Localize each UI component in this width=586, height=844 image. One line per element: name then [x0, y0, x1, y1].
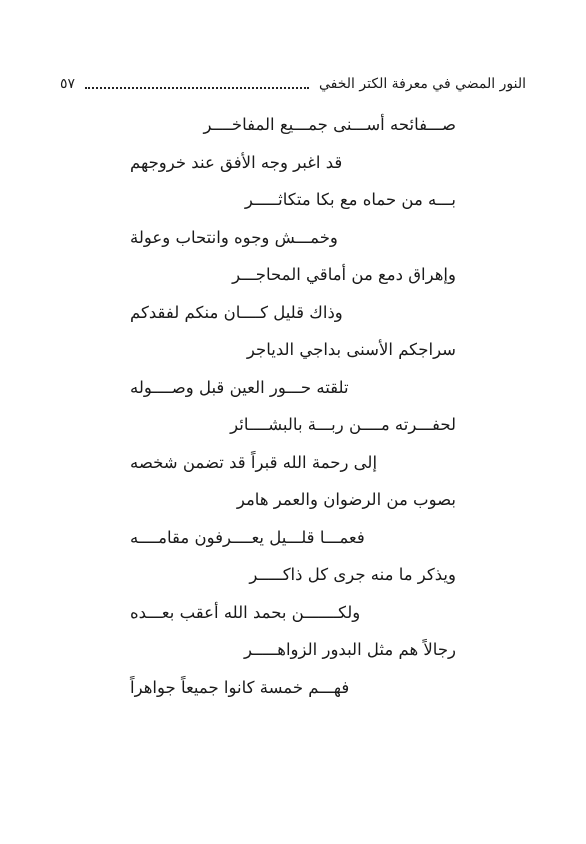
poem-line: فهـــم خمسة كانوا جميعاً جواهراً — [130, 677, 350, 697]
poem-line: تلقته حـــور العين قبل وصــــوله — [130, 377, 349, 397]
poem-line: صـــفائحه أســـنى جمـــيع المفاخــــر — [203, 115, 456, 134]
poem-line: فعمـــا قلـــيل يعــــرفون مقامــــه — [130, 527, 365, 547]
poem-line: ولكـــــــن بحمد الله أعقب بعـــده — [130, 602, 361, 622]
poem-line: قد اغبر وجه الأفق عند خروجهم — [130, 152, 343, 172]
poem-line: ويذكر ما منه جرى كل ذاكـــــر — [249, 565, 456, 584]
poem-line: بـــه من حماه مع بكا متكاثـــــر — [244, 190, 456, 209]
poem-line: سراجكم الأسنى بداجي الدياجر — [246, 340, 456, 359]
poem-line: رجالاً هم مثل البدور الزواهـــــر — [243, 640, 456, 659]
poem-line: وذاك قليل كــــان منكم لفقدكم — [130, 302, 343, 322]
page-number: ٥٧ — [60, 76, 76, 92]
running-header — [60, 70, 526, 98]
dot-leader — [85, 87, 309, 89]
poem-line: بصوب من الرضوان والعمر هامر — [236, 490, 456, 509]
poem-line: لحفـــرته مــــن ربـــة بالبشــــائر — [230, 415, 456, 434]
poem-line: وخمـــش وجوه وانتحاب وعولة — [130, 227, 338, 247]
poem-line: وإهراق دمع من أماقي المحاجـــر — [232, 265, 456, 284]
poem-body — [130, 106, 456, 706]
book-title: النور المضي في معرفة الكتر الخفي — [319, 76, 526, 92]
poem-line: إلى رحمة الله قبراً قد تضمن شخصه — [130, 452, 378, 472]
